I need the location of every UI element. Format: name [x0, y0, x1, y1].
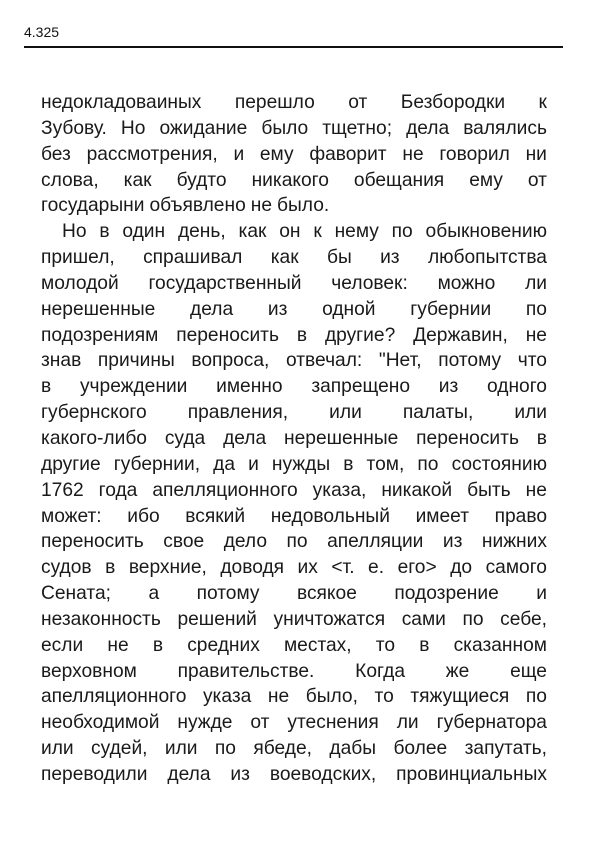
word: в: [152, 634, 164, 656]
word: дела: [190, 298, 234, 320]
text-line: [41, 116, 547, 142]
word: тяжущиеся: [410, 686, 510, 708]
text-line: [41, 607, 547, 633]
word: незаконность: [41, 608, 161, 630]
word: губернского: [41, 402, 147, 424]
word: дело: [223, 531, 268, 553]
word: или: [329, 402, 362, 424]
word: дела: [167, 763, 211, 785]
text-line: [41, 529, 547, 555]
word: как: [270, 247, 299, 269]
word: говорил: [439, 143, 510, 165]
word: не: [250, 195, 273, 217]
word: можно: [437, 272, 496, 294]
word: недокладоваиных: [41, 92, 202, 113]
word: запутать,: [464, 738, 547, 760]
word: подозрение: [394, 583, 499, 605]
text-line: [41, 297, 547, 323]
text-line: [41, 452, 547, 478]
text-line: [41, 245, 547, 271]
word: фаворит: [309, 143, 387, 165]
word: том,: [366, 453, 405, 475]
text-line: [41, 684, 547, 710]
text-line: [41, 323, 547, 349]
word: то: [375, 634, 396, 656]
word: именно: [216, 376, 283, 398]
word: ни: [525, 143, 547, 165]
word: Но: [120, 117, 146, 139]
word: без: [41, 143, 71, 165]
word: день,: [177, 221, 226, 243]
word: апелляционного: [152, 479, 298, 501]
word: к: [538, 92, 547, 113]
word: нему: [334, 221, 379, 243]
word: дабы: [329, 738, 377, 760]
word: нужде: [177, 712, 233, 734]
word: ожидание: [159, 117, 248, 139]
word: ли: [525, 272, 547, 294]
word: обещания: [353, 169, 445, 191]
word: в: [419, 634, 430, 656]
word: государыни: [41, 195, 145, 217]
word: губернии,: [113, 453, 201, 475]
word: палаты,: [402, 402, 474, 424]
word: ему: [259, 143, 294, 165]
word: себе,: [500, 608, 547, 630]
word: еще: [510, 660, 547, 682]
word: свое: [163, 531, 205, 553]
word: никакого: [251, 169, 329, 191]
word: потому: [438, 350, 502, 372]
word: нужды: [271, 453, 331, 475]
word: Державин,: [413, 324, 508, 346]
text-line: [41, 426, 547, 452]
word: верхние,: [128, 557, 207, 579]
word: по: [286, 531, 308, 553]
word: в: [99, 221, 110, 243]
word: и: [233, 143, 245, 165]
word: 1762: [41, 479, 84, 501]
word: быть: [467, 479, 511, 501]
word: Сената;: [41, 583, 111, 605]
word: Когда: [355, 660, 406, 682]
word: нерешенные: [284, 427, 399, 449]
word: сказанном: [453, 634, 547, 656]
word: государственный: [148, 272, 302, 294]
text-line: [41, 219, 547, 245]
word: доводя: [220, 557, 285, 579]
word: местах,: [283, 634, 352, 656]
word: переносить: [41, 531, 144, 553]
word: было,: [305, 686, 358, 708]
word: уничтожатся: [273, 608, 386, 630]
word: правительстве.: [177, 660, 315, 682]
word: же: [445, 660, 470, 682]
word: по: [391, 221, 413, 243]
word: причины: [97, 350, 175, 372]
word: ли: [396, 712, 419, 734]
word: другие?: [324, 324, 396, 346]
word: а: [148, 583, 160, 605]
word: по: [417, 453, 439, 475]
word: и: [536, 583, 547, 605]
word: нерешенные: [41, 298, 156, 320]
word: Безбородки: [400, 92, 506, 113]
word: никакой: [381, 479, 453, 501]
word: самого: [485, 557, 547, 579]
word: Но: [62, 221, 87, 243]
word: из: [442, 531, 463, 553]
text-line: [41, 271, 547, 297]
text-line: [41, 90, 547, 116]
text-line: [41, 581, 547, 607]
word: не: [107, 634, 129, 656]
word: объявлено: [149, 195, 246, 217]
word: было.: [277, 195, 330, 217]
word: е.: [368, 557, 385, 579]
word: <т.: [331, 557, 355, 579]
text-line: [41, 348, 547, 374]
word: недовольный: [270, 505, 390, 527]
word: какого-либо: [41, 427, 147, 449]
word: было: [261, 117, 309, 139]
word: одного: [487, 376, 547, 398]
word: другие: [41, 453, 101, 475]
word: всякое: [296, 583, 357, 605]
word: рассмотрения,: [86, 143, 218, 165]
word: пришел,: [41, 247, 115, 269]
word: если: [41, 634, 84, 656]
word: апелляционного: [41, 686, 187, 708]
word: более: [393, 738, 448, 760]
word: суда: [164, 427, 206, 449]
word: в: [343, 453, 354, 475]
word: не: [402, 143, 424, 165]
text-line: [41, 504, 547, 530]
text-line: [41, 762, 547, 788]
word: средних: [187, 634, 260, 656]
word: дела: [406, 117, 450, 139]
word: не: [267, 686, 290, 708]
word: правления,: [187, 402, 289, 424]
word: в: [296, 324, 308, 346]
word: потому: [196, 583, 260, 605]
word: из: [380, 247, 400, 269]
word: из: [230, 763, 250, 785]
word: и: [248, 453, 259, 475]
word: отвечал:: [286, 350, 363, 372]
word: или: [41, 738, 74, 760]
word: по: [214, 738, 236, 760]
word: от: [250, 712, 270, 734]
word: от: [527, 169, 547, 191]
word: валялись: [463, 117, 547, 139]
word: Зубову.: [41, 117, 107, 139]
word: не: [525, 324, 547, 346]
text-line: [41, 736, 547, 762]
word: переносить: [176, 324, 279, 346]
word: ибо: [127, 505, 160, 527]
word: года: [98, 479, 138, 501]
word: провинциальных: [396, 763, 547, 785]
word: одной: [322, 298, 376, 320]
word: бы: [326, 247, 352, 269]
word: право: [494, 505, 547, 527]
text-line: [41, 633, 547, 659]
word: переводили: [41, 763, 148, 785]
word: или: [164, 738, 198, 760]
word: до: [450, 557, 473, 579]
word: спрашивал: [143, 247, 243, 269]
word: он: [279, 221, 301, 243]
word: по: [462, 608, 484, 630]
text-line: [41, 374, 547, 400]
word: как: [123, 169, 152, 191]
word: воеводских,: [269, 763, 377, 785]
word: к: [313, 221, 322, 243]
word: его>: [397, 557, 437, 579]
text-line: [41, 142, 547, 168]
text-line: [41, 193, 547, 219]
word: запрещено: [311, 376, 411, 398]
text-line: [41, 659, 547, 685]
header-divider: [24, 46, 563, 48]
word: губернатора: [436, 712, 547, 734]
word: необходимой: [41, 712, 160, 734]
word: или: [514, 402, 547, 424]
word: указа: [202, 686, 252, 708]
word: судей,: [91, 738, 148, 760]
word: один: [122, 221, 166, 243]
text-line: [41, 710, 547, 736]
word: вопроса,: [191, 350, 270, 372]
word: утеснения: [287, 712, 379, 734]
word: нижних: [481, 531, 547, 553]
document-body: [41, 90, 547, 788]
word: как: [238, 221, 267, 243]
word: указа,: [312, 479, 367, 501]
word: в: [105, 557, 116, 579]
word: по: [525, 298, 547, 320]
text-line: [41, 555, 547, 581]
word: состоянию: [451, 453, 547, 475]
word: то: [374, 686, 394, 708]
word: учреждении: [79, 376, 188, 398]
word: да: [213, 453, 235, 475]
word: подозрениям: [41, 324, 159, 346]
word: переносить: [416, 427, 519, 449]
text-line: [41, 400, 547, 426]
word: от: [348, 92, 368, 113]
word: перешло: [234, 92, 315, 113]
word: апелляции: [327, 531, 424, 553]
word: может:: [41, 505, 102, 527]
word: дела: [223, 427, 267, 449]
word: тщетно;: [322, 117, 393, 139]
word: в: [536, 427, 547, 449]
word: их: [297, 557, 318, 579]
page-number: 4.325: [24, 24, 60, 40]
word: ему: [469, 169, 503, 191]
word: из: [267, 298, 288, 320]
word: губернии: [410, 298, 492, 320]
word: знав: [41, 350, 82, 372]
word: будто: [176, 169, 227, 191]
word: что: [517, 350, 547, 372]
word: верховном: [41, 660, 137, 682]
word: по: [525, 686, 547, 708]
word: судов: [41, 557, 92, 579]
word: сами: [401, 608, 446, 630]
word: "Нет,: [378, 350, 422, 372]
word: в: [41, 376, 52, 398]
word: из: [438, 376, 459, 398]
word: всякий: [185, 505, 246, 527]
word: решений: [177, 608, 257, 630]
word: не: [525, 479, 547, 501]
text-line: [41, 168, 547, 194]
word: молодой: [41, 272, 119, 294]
word: имеет: [415, 505, 469, 527]
word: человек:: [331, 272, 408, 294]
word: любопытства: [427, 247, 547, 269]
text-line: [41, 478, 547, 504]
word: обыкновению: [425, 221, 547, 243]
word: ябеде,: [253, 738, 312, 760]
word: слова,: [41, 169, 99, 191]
